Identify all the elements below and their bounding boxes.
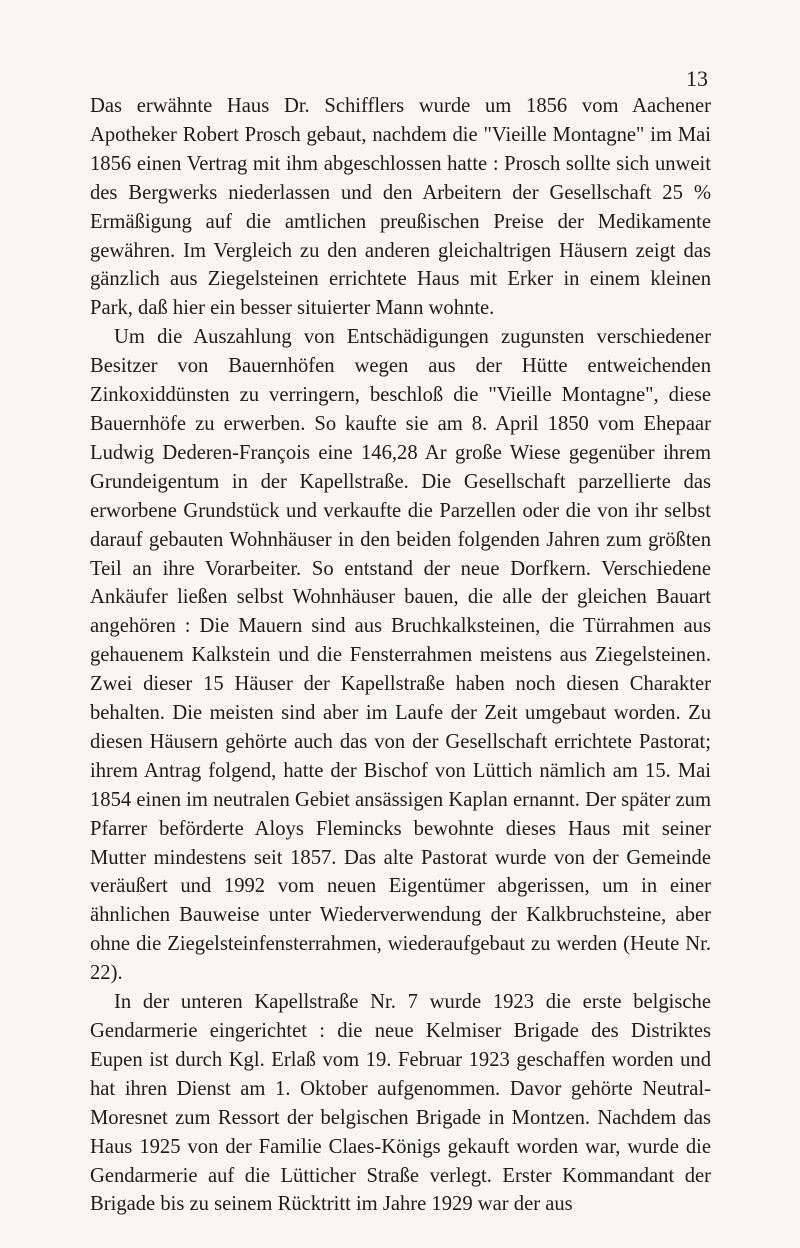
paragraph-1: Das erwähnte Haus Dr. Schifflers wurde um 1856 vom Aachener Apotheker Robert Prosch gebaut, nachdem die "Vieille Montagne" im Mai 1856 einen Vertrag mit ihm abgeschlossen hatte : Prosch sollte sich unweit des Bergwerks niederlassen und den Arbeitern der Gesellschaft 25 % Ermäßigung auf die amtlichen preußischen Preise der Medikamente gewähren. Im Vergleich zu den anderen gleichaltrigen Häusern zeigt das gänzlich aus Ziegelsteinen errichtete Haus mit Erker in einem kleinen Park, daß hier ein besser situierter Mann wohnte. <box>90 95 711 320</box>
paragraph-3: In der unteren Kapellstraße Nr. 7 wurde 1923 die erste belgische Gendarmerie eingerichtet : die neue Kelmiser Brigade des Distriktes Eupen ist durch Kgl. Erlaß vom 19. Februar 1923 geschaffen worden und hat ihren Dienst am 1. Oktober aufgenommen. Davor gehörte Neutral-Moresnet zum Ressort der belgischen Brigade in Montzen. Nachdem das Haus 1925 von der Familie Claes-Königs gekauft worden war, wurde die Gendarmerie auf die Lütticher Straße verlegt. Erster Kommandant der Brigade bis zu seinem Rücktritt im Jahre 1929 war der aus <box>90 991 711 1216</box>
paragraph-2: Um die Auszahlung von Entschädigungen zugunsten verschiedener Besitzer von Bauernhöfen wegen aus der Hütte entweichenden Zinkoxiddünsten zu verringern, beschloß die "Vieille Montagne", diese Bauernhöfe zu erwerben. So kaufte sie am 8. April 1850 vom Ehepaar Ludwig Dederen-François eine 146,28 Ar große Wiese gegenüber ihrem Grundeigentum in der Kapellstraße. Die Gesellschaft parzellierte das erworbene Grundstück und verkaufte die Parzellen oder die von ihr selbst darauf gebauten Wohnhäuser in den beiden folgenden Jahren zum größten Teil an ihre Vorarbeiter. So entstand der neue Dorfkern. Verschiedene Ankäufer ließen selbst Wohnhäuser bauen, die alle der gleichen Bauart angehören : Die Mauern sind aus Bruchkalksteinen, die Türrahmen aus gehauenem Kalkstein und die Fensterrahmen meistens aus Ziegelsteinen. Zwei dieser 15 Häuser der Kapellstraße haben noch diesen Charakter behalten. Die meisten sind aber im Laufe der Zeit umgebaut worden. Zu diesen Häusern gehörte auch das von der Gesellschaft errichtete Pastorat; ihrem Antrag folgend, hatte der Bischof von Lüttich nämlich am 15. Mai 1854 einen im neutralen Gebiet ansässigen Kaplan ernannt. Der später zum Pfarrer beförderte Aloys Flemincks bewohnte dieses Haus mit seiner Mutter mindestens seit 1857. Das alte Pastorat wurde von der Gemeinde veräußert und 1992 vom neuen Eigentümer abgerissen, um in einer ähnlichen Bauweise unter Wiederverwendung der Kalkbruchsteine, aber ohne die Ziegelsteinfensterrahmen, wiederaufgebaut zu werden (Heute Nr. 22). <box>90 326 711 985</box>
page-number: 13 <box>686 66 708 91</box>
body-text <box>90 92 711 1219</box>
